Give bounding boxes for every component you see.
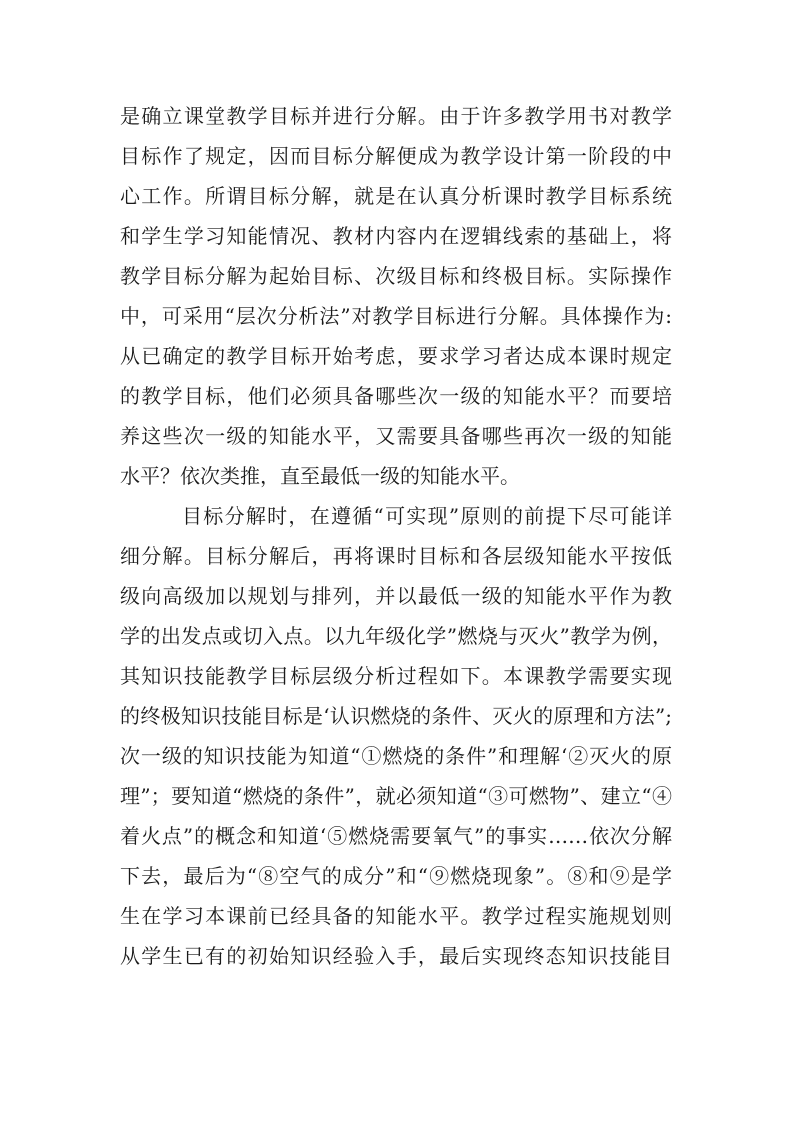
- text-line: 下去，最后为“⑧空气的成分”和“⑨燃烧现象”。⑧和⑨是学: [120, 864, 672, 888]
- text-line: 生在学习本课前已经具备的知能水平。教学过程实施规划则: [120, 904, 672, 928]
- body-text: [120, 96, 672, 976]
- text-line: 级向高级加以规划与排列，并以最低一级的知能水平作为教: [120, 584, 672, 608]
- text-line: 和学生学习知能情况、教材内容内在逻辑线索的基础上，将: [120, 224, 672, 248]
- text-line: 着火点”的概念和知道‘⑤燃烧需要氧气”的事实……依次分解: [120, 824, 672, 848]
- text-line: 中，可采用“层次分析法”对教学目标进行分解。具体操作为:: [120, 304, 672, 328]
- text-line: 教学目标分解为起始目标、次级目标和终极目标。实际操作: [120, 264, 672, 288]
- paragraph-first-line: 目标分解时，在遵循“可实现”原则的前提下尽可能详: [182, 504, 672, 528]
- text-line: 次一级的知识技能为知道“①燃烧的条件”和理解‘②灭火的原: [120, 744, 672, 768]
- text-line: 理”；要知道“燃烧的条件”，就必须知道“③可燃物”、建立“④: [120, 784, 672, 808]
- text-line: 其知识技能教学目标层级分析过程如下。本课教学需要实现: [120, 664, 672, 688]
- text-line: 学的出发点或切入点。以九年级化学”燃烧与灭火”教学为例，: [120, 624, 672, 648]
- text-line: 心工作。所谓目标分解，就是在认真分析课时教学目标系统: [120, 184, 672, 208]
- text-line: 是确立课堂教学目标并进行分解。由于许多教学用书对教学: [120, 104, 672, 128]
- text-line: 养这些次一级的知能水平，又需要具备哪些再次一级的知能: [120, 424, 672, 448]
- text-line: 的教学目标，他们必须具备哪些次一级的知能水平？而要培: [120, 384, 672, 408]
- text-line: 从已确定的教学目标开始考虑，要求学习者达成本课时规定: [120, 344, 672, 368]
- paragraph-last-line: 水平？依次类推，直至最低一级的知能水平。: [120, 464, 520, 488]
- text-line: 从学生已有的初始知识经验入手，最后实现终态知识技能目: [120, 944, 672, 968]
- text-line: 的终极知识技能目标是‘认识燃烧的条件、灭火的原理和方法”;: [120, 704, 672, 728]
- text-line: 目标作了规定，因而目标分解便成为教学设计第一阶段的中: [120, 144, 672, 168]
- text-line: 细分解。目标分解后，再将课时目标和各层级知能水平按低: [120, 544, 672, 568]
